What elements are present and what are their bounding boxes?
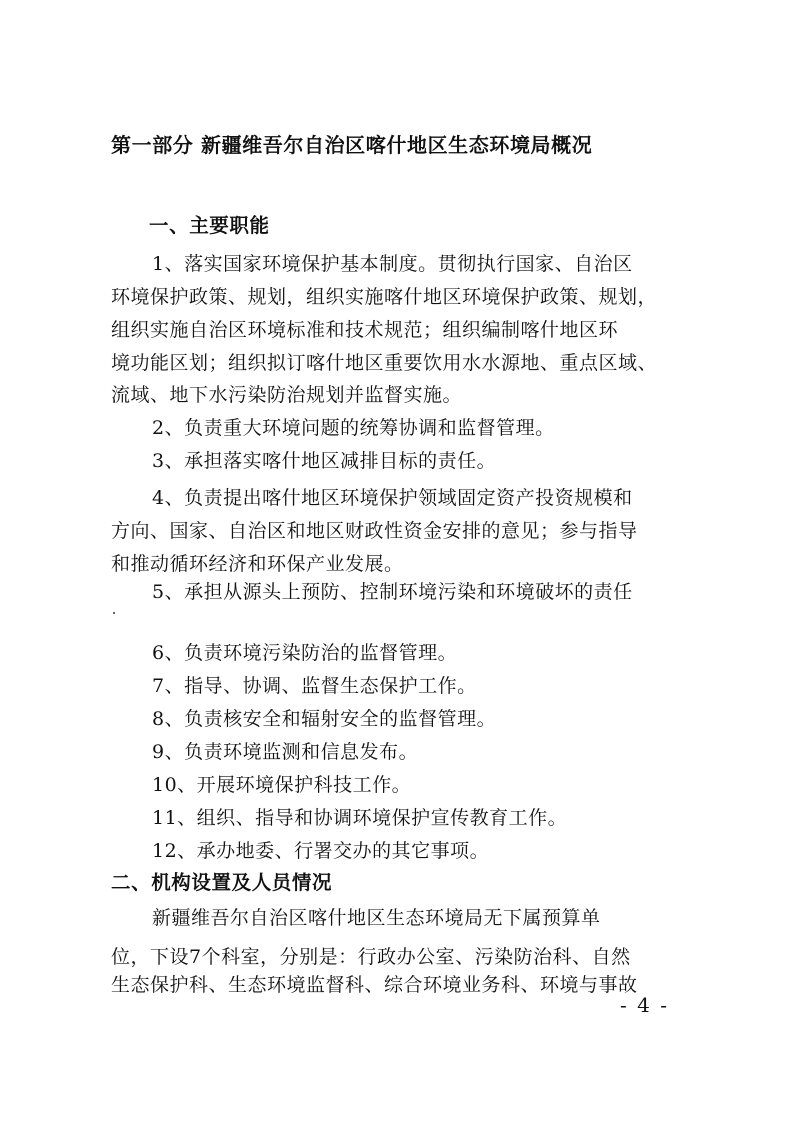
paragraph-line: 流域、地下水污染防治规划并监督实施。 — [111, 384, 463, 406]
paragraph-line: 环境保护政策、规划，组织实施喀什地区环境保护政策、规划， — [111, 286, 658, 308]
paragraph-line: 8、负责核安全和辐射安全的监督管理。 — [152, 708, 497, 730]
paragraph-line: 10、开展环境保护科技工作。 — [152, 774, 412, 796]
paragraph-line: 位，下设7个科室，分别是：行政办公室、污染防治科、自然 — [111, 946, 631, 968]
paragraph-line: 11、组织、指导和协调环境保护宣传教育工作。 — [152, 807, 568, 829]
paragraph-line: 3、承担落实喀什地区减排目标的责任。 — [152, 450, 497, 472]
paragraph-line: 和推动循环经济和环保产业发展。 — [111, 553, 404, 575]
paragraph-line: 9、负责环境监测和信息发布。 — [152, 741, 419, 763]
paragraph-line: 7、指导、协调、监督生态保护工作。 — [152, 675, 477, 697]
paragraph-line: 6、负责环境污染防治的监督管理。 — [152, 642, 458, 664]
paragraph-line: 2、负责重大环境问题的统筹协调和监督管理。 — [152, 417, 555, 439]
paragraph-line: 4、负责提出喀什地区环境保护领域固定资产投资规模和 — [152, 487, 633, 509]
paragraph-line: 境功能区划；组织拟订喀什地区重要饮用水水源地、重点区域、 — [111, 352, 658, 374]
paragraph-line: 12、承办地委、行署交办的其它事项。 — [152, 840, 490, 862]
page-title: 第一部分 新疆维吾尔自治区喀什地区生态环境局概况 — [111, 133, 593, 157]
paragraph-line: 生态保护科、生态环境监督科、综合环境业务科、环境与事故 — [111, 974, 638, 996]
section-heading-organization: 二、机构设置及人员情况 — [111, 871, 333, 894]
paragraph-line: 方向、国家、自治区和地区财政性资金安排的意见；参与指导 — [111, 520, 638, 542]
section-heading-main-functions: 一、主要职能 — [149, 214, 270, 237]
paragraph-line: 5、承担从源头上预防、控制环境污染和环境破坏的责任 — [152, 581, 633, 603]
paragraph-line: 组织实施自治区环境标准和技术规范；组织编制喀什地区环 — [111, 319, 619, 341]
page-number: - 4 - — [620, 993, 669, 1017]
paragraph-line: 1、落实国家环境保护基本制度。贯彻执行国家、自治区 — [152, 253, 633, 275]
stray-dot — [113, 612, 115, 614]
paragraph-line: 新疆维吾尔自治区喀什地区生态环境局无下属预算单 — [152, 907, 601, 929]
